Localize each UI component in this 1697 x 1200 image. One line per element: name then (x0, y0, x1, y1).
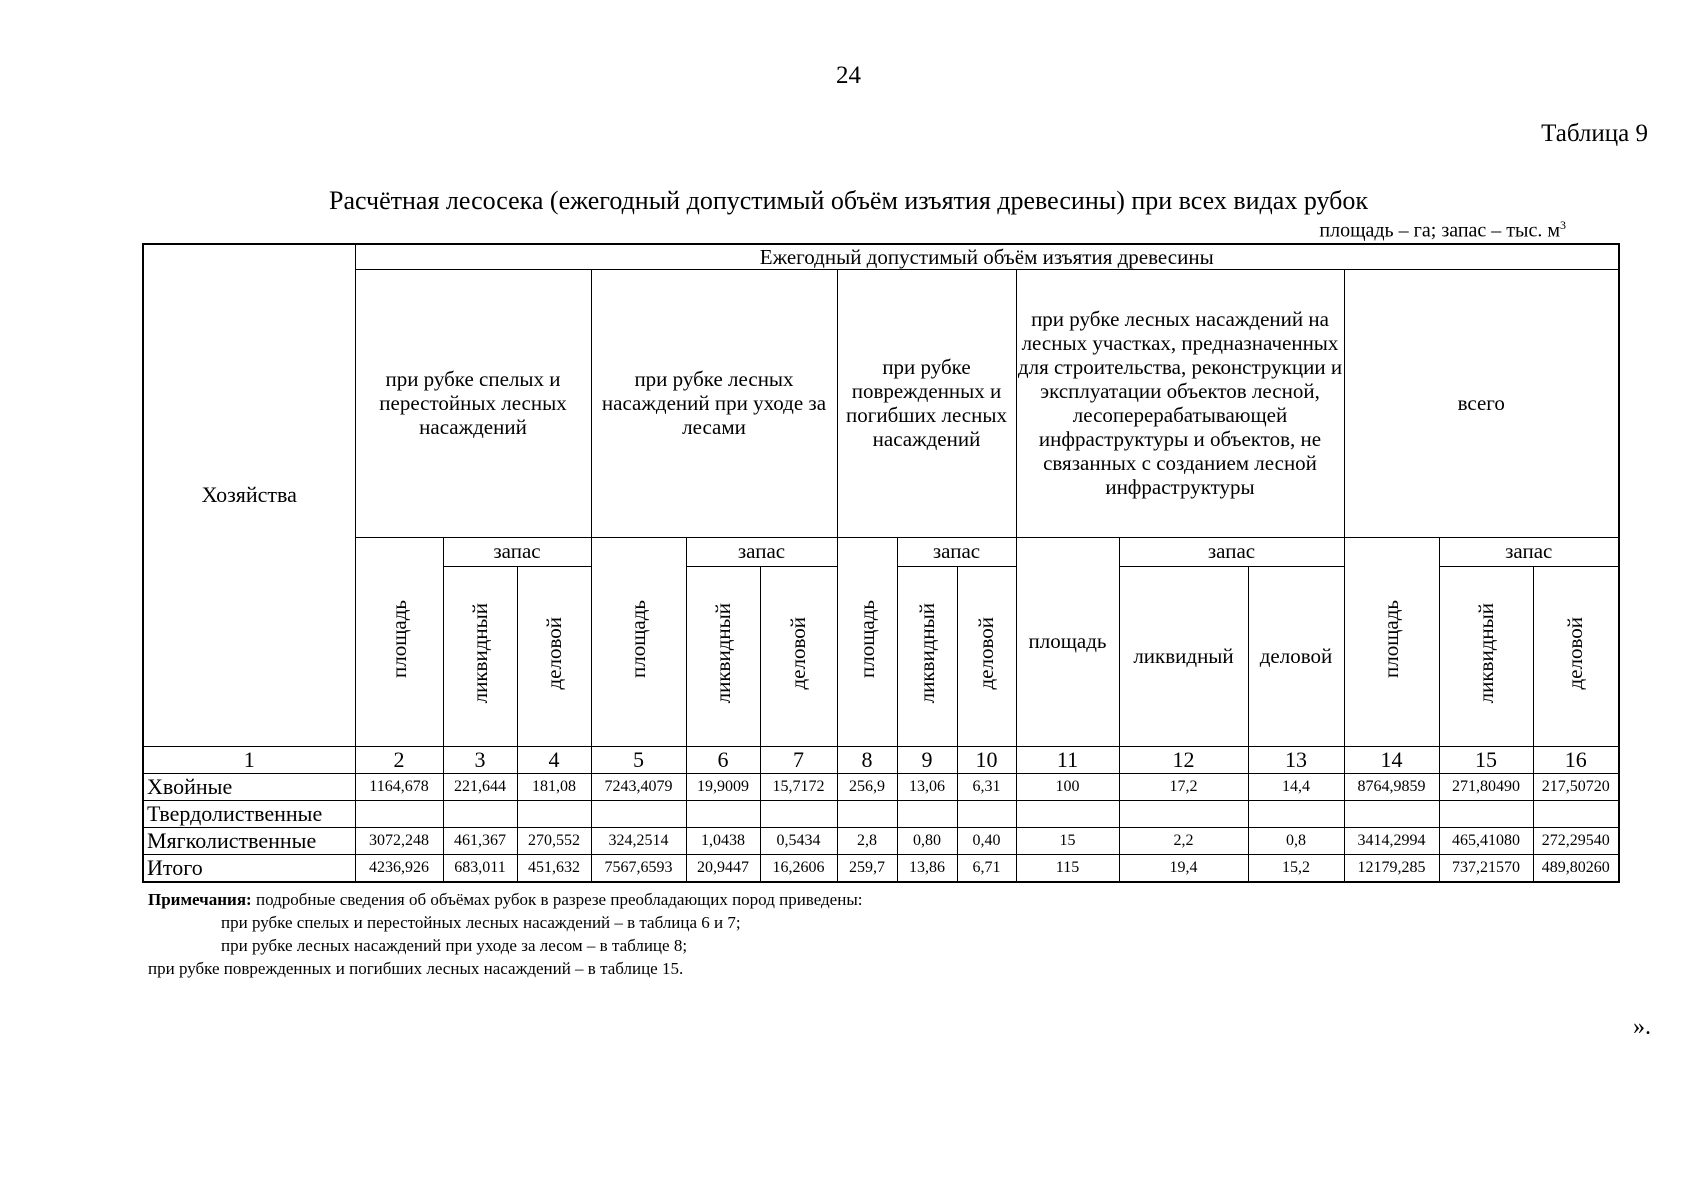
table-cell: 115 (1016, 854, 1119, 882)
row-label: Хвойные (143, 773, 355, 800)
sub-area (837, 537, 897, 746)
units-note (1319, 218, 1566, 243)
sub-area (1344, 537, 1439, 746)
sub-area-label: площадь (854, 599, 879, 678)
sub-area-label: площадь (386, 599, 411, 678)
table-cell: 6,71 (957, 854, 1016, 882)
table-cell: 2,2 (1119, 827, 1248, 854)
table-cell: 683,011 (443, 854, 517, 882)
sub-business-label: деловой (786, 616, 810, 690)
table-cell: 2,8 (837, 827, 897, 854)
sub-business (517, 566, 591, 746)
table-cell (1344, 800, 1439, 827)
group-mature-overmature: при рубке спелых и перестойных лесных насаждений (355, 269, 591, 537)
sub-business-label: деловой (974, 616, 998, 690)
group-construction-infrastructure: при рубке лесных насаждений на лесных участках, предназначенных для строительства, реконструкции и эксплуатации объектов лесной, лесоперерабатывающей инфраструктуры и объектов, не связанных с созданием лесной инфраструктуры (1016, 269, 1344, 537)
sub-business (1533, 566, 1619, 746)
table-row (143, 800, 1619, 827)
sub-liquid-label: ликвидный (710, 602, 735, 704)
table-cell: 271,80490 (1439, 773, 1533, 800)
table-row (143, 773, 1619, 800)
sub-business (957, 566, 1016, 746)
table-cell: 19,9009 (686, 773, 760, 800)
col-number: 11 (1016, 746, 1119, 773)
sub-area (591, 537, 686, 746)
table-cell: 4236,926 (355, 854, 443, 882)
table-cell (591, 800, 686, 827)
sub-area: площадь (1016, 537, 1119, 746)
table-cell: 3414,2994 (1344, 827, 1439, 854)
table-cell: 324,2514 (591, 827, 686, 854)
col-number: 6 (686, 746, 760, 773)
notes-line: при рубке спелых и перестойных лесных насаждений – в таблица 6 и 7; (221, 913, 741, 932)
table-cell (1016, 800, 1119, 827)
table-cell: 13,86 (897, 854, 957, 882)
col-number: 5 (591, 746, 686, 773)
table-cell: 19,4 (1119, 854, 1248, 882)
col-number: 16 (1533, 746, 1619, 773)
sub-area-label: площадь (626, 599, 650, 678)
col-number: 1 (143, 746, 355, 773)
table-cell (517, 800, 591, 827)
table-cell: 15,7172 (760, 773, 837, 800)
closing-quote: ». (1633, 1014, 1651, 1040)
table-cell: 0,40 (957, 827, 1016, 854)
col-number: 15 (1439, 746, 1533, 773)
group-forest-care: при рубке лесных насаждений при уходе за лесами (591, 269, 837, 537)
table-cell: 0,80 (897, 827, 957, 854)
col-number: 2 (355, 746, 443, 773)
units-superscript: 3 (1560, 218, 1566, 232)
sub-liquid (686, 566, 760, 746)
table-cell: 0,5434 (760, 827, 837, 854)
table-cell: 7567,6593 (591, 854, 686, 882)
table-label: Таблица 9 (1541, 120, 1648, 147)
table-cell: 181,08 (517, 773, 591, 800)
zapas-header: запас (1439, 537, 1619, 566)
table-cell (837, 800, 897, 827)
table-cell (760, 800, 837, 827)
table-cell: 0,8 (1248, 827, 1344, 854)
table-cell: 16,2606 (760, 854, 837, 882)
notes-intro (148, 888, 898, 911)
table-cell: 3072,248 (355, 827, 443, 854)
table-cell (1119, 800, 1248, 827)
table-cell: 20,9447 (686, 854, 760, 882)
notes-line: при рубке поврежденных и погибших лесных насаждений – в таблице 15. (148, 959, 684, 978)
table-cell: 737,21570 (1439, 854, 1533, 882)
row-label: Твердолиственные (143, 800, 355, 827)
table-row (143, 827, 1619, 854)
zapas-header: запас (897, 537, 1016, 566)
table-cell: 14,4 (1248, 773, 1344, 800)
table-cell: 256,9 (837, 773, 897, 800)
table-row (143, 854, 1619, 882)
sub-business (760, 566, 837, 746)
col-number: 9 (897, 746, 957, 773)
col-number: 4 (517, 746, 591, 773)
table-cell: 259,7 (837, 854, 897, 882)
table-cell (355, 800, 443, 827)
sub-business-label: деловой (541, 616, 566, 690)
col-number: 8 (837, 746, 897, 773)
table-cell: 217,50720 (1533, 773, 1619, 800)
sub-business-label: деловой (1563, 616, 1588, 690)
table-cell: 221,644 (443, 773, 517, 800)
table-cell: 100 (1016, 773, 1119, 800)
col-number: 12 (1119, 746, 1248, 773)
notes-line: при рубке лесных насаждений при уходе за лесом – в таблице 8; (221, 936, 688, 955)
notes-label: Примечания: (148, 890, 252, 909)
sub-business: деловой (1248, 566, 1344, 746)
notes (148, 888, 898, 980)
table-cell (957, 800, 1016, 827)
sub-liquid: ликвидный (1119, 566, 1248, 746)
table-cell: 1164,678 (355, 773, 443, 800)
table-cell: 272,29540 (1533, 827, 1619, 854)
units-text: площадь – га; запас – тыс. м (1319, 219, 1560, 242)
table-cell: 15 (1016, 827, 1119, 854)
sub-liquid (897, 566, 957, 746)
table-cell: 17,2 (1119, 773, 1248, 800)
table-cell: 461,367 (443, 827, 517, 854)
table-cell: 489,80260 (1533, 854, 1619, 882)
table-cell (897, 800, 957, 827)
harvest-table (142, 243, 1620, 883)
table-cell (1533, 800, 1619, 827)
col-number: 7 (760, 746, 837, 773)
col-number: 3 (443, 746, 517, 773)
table-cell: 1,0438 (686, 827, 760, 854)
col-number: 14 (1344, 746, 1439, 773)
col-number: 10 (957, 746, 1016, 773)
table-cell: 451,632 (517, 854, 591, 882)
row-label: Мягколиственные (143, 827, 355, 854)
table-cell: 12179,285 (1344, 854, 1439, 882)
zapas-header: запас (1119, 537, 1344, 566)
header-farms: Хозяйства (143, 244, 355, 746)
sub-liquid (1439, 566, 1533, 746)
group-total: всего (1344, 269, 1619, 537)
table-cell: 270,552 (517, 827, 591, 854)
row-label: Итого (143, 854, 355, 882)
table-cell (443, 800, 517, 827)
table-body (143, 773, 1619, 882)
table-cell: 7243,4079 (591, 773, 686, 800)
table-cell: 8764,9859 (1344, 773, 1439, 800)
table-cell (686, 800, 760, 827)
table-cell (1248, 800, 1344, 827)
notes-intro-text: подробные сведения об объёмах рубок в разрезе преобладающих пород приведены: (255, 890, 863, 909)
table-cell: 13,06 (897, 773, 957, 800)
table-cell: 465,41080 (1439, 827, 1533, 854)
zapas-header: запас (443, 537, 591, 566)
header-annual-volume: Ежегодный допустимый объём изъятия древесины (355, 244, 1619, 269)
sub-area (355, 537, 443, 746)
sub-liquid-label: ликвидный (914, 602, 939, 704)
table-cell: 6,31 (957, 773, 1016, 800)
sub-liquid-label: ликвидный (467, 602, 492, 704)
group-damaged-dead: при рубке поврежденных и погибших лесных насаждений (837, 269, 1016, 537)
page-number: 24 (836, 62, 861, 89)
document-title: Расчётная лесосека (ежегодный допустимый объём изъятия древесины) при всех видах рубок (329, 186, 1368, 215)
zapas-header: запас (686, 537, 837, 566)
table-cell (1439, 800, 1533, 827)
table-cell: 15,2 (1248, 854, 1344, 882)
col-number: 13 (1248, 746, 1344, 773)
sub-liquid (443, 566, 517, 746)
column-number-row (143, 746, 1619, 773)
sub-liquid-label: ликвидный (1473, 602, 1498, 704)
sub-area-label: площадь (1379, 599, 1403, 678)
